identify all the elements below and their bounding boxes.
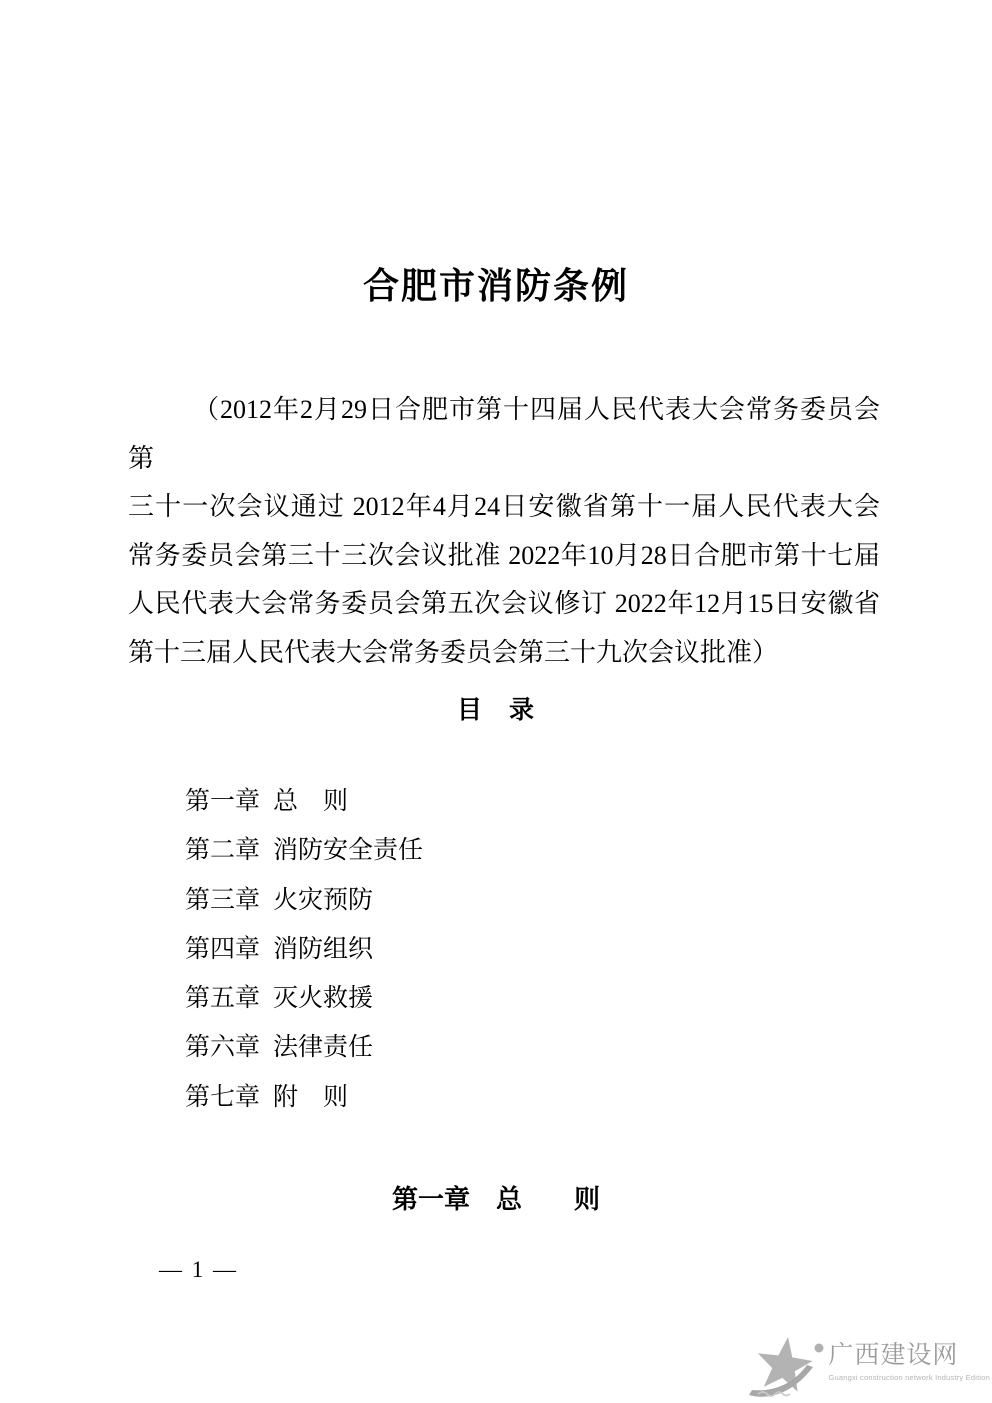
star-icon <box>744 1334 826 1402</box>
toc-item <box>185 925 423 974</box>
preamble-line: 人民代表大会常务委员会第五次会议修订 2022年12月15日安徽省 <box>128 589 880 618</box>
toc-chapter-no: 第七章 <box>185 1082 261 1111</box>
toc-chapter-title: 灭火救援 <box>273 984 374 1013</box>
watermark-tagline: Guangxi construction network Industry Edition <box>828 1372 990 1382</box>
preamble-line: 三十一次会议通过 2012年4月24日安徽省第十一届人民代表大会 <box>128 492 880 521</box>
toc-chapter-no: 第二章 <box>185 836 261 865</box>
toc-item <box>185 1073 423 1122</box>
site-watermark <box>744 1334 990 1402</box>
page-title: 合肥市消防条例 <box>362 265 629 306</box>
toc-chapter-title: 总 则 <box>273 787 349 815</box>
watermark-text <box>828 1342 990 1382</box>
toc-list <box>185 777 423 1122</box>
toc-chapter-no: 第六章 <box>185 1033 261 1062</box>
toc-item <box>185 876 423 925</box>
toc-item <box>185 974 423 1023</box>
toc-item <box>185 826 423 875</box>
preamble-line: （2012年2月29日合肥市第十四届人民代表大会常务委员会第 <box>128 395 880 473</box>
toc-chapter-no: 第四章 <box>185 934 261 963</box>
toc-item <box>185 777 423 826</box>
watermark-site-name: 广西建设网 <box>828 1342 959 1369</box>
chapter-one-heading: 第一章 总 则 <box>391 1184 600 1214</box>
toc-chapter-title: 附 则 <box>273 1082 349 1111</box>
toc-chapter-title: 消防组织 <box>273 934 374 963</box>
preamble <box>128 386 880 677</box>
toc-heading: 目 录 <box>456 696 535 724</box>
toc-chapter-title: 法律责任 <box>273 1033 374 1062</box>
page-number: — 1 — <box>159 1257 238 1282</box>
toc-chapter-no: 第一章 <box>185 787 261 815</box>
preamble-line: 常务委员会第三十三次会议批准 2022年10月28日合肥市第十七届 <box>128 540 880 570</box>
preamble-line: 第十三届人民代表大会常务委员会第三十九次会议批准） <box>128 637 779 667</box>
toc-chapter-title: 火灾预防 <box>273 885 374 914</box>
toc-chapter-no: 第三章 <box>185 885 261 914</box>
toc-item <box>185 1023 423 1072</box>
toc-chapter-title: 消防安全责任 <box>273 836 424 865</box>
toc-chapter-no: 第五章 <box>185 984 261 1013</box>
